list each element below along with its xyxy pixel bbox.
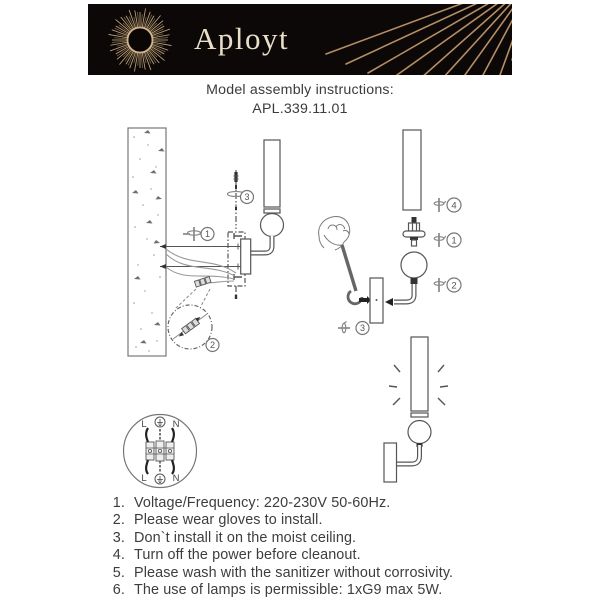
screw-icon-step1 [434, 233, 446, 247]
wires [166, 249, 236, 283]
svg-text:1: 1 [451, 235, 457, 247]
svg-text:3: 3 [359, 323, 366, 334]
rotate-icon-step1 [183, 227, 203, 241]
label-neutral-bottom: N [172, 473, 180, 484]
wall-bracket [241, 239, 251, 274]
svg-text:4: 4 [451, 200, 457, 212]
model-number: APL.339.11.01 [252, 100, 348, 117]
instruction-sheet [88, 0, 512, 600]
list-item [108, 530, 512, 547]
item-number: 2. [112, 512, 125, 529]
screw-icon-step2 [434, 278, 446, 292]
brand-logo-text: Aployt [194, 21, 290, 56]
page-title: Model assembly instructions: [206, 82, 394, 98]
step-label-4 [447, 198, 461, 212]
step-label-1 [201, 228, 214, 241]
svg-text:2: 2 [209, 340, 216, 351]
list-item [108, 512, 512, 529]
step-label-1-right [447, 233, 461, 247]
instruction-list [88, 495, 512, 599]
wrench-icon [342, 245, 362, 304]
label-live-bottom: L [141, 473, 147, 484]
svg-text:2: 2 [451, 280, 457, 292]
item-text: Please wear gloves to install. [134, 512, 323, 529]
item-text: Please wash with the sanitizer without corrosivity. [134, 564, 454, 581]
label-neutral-top: N [172, 419, 180, 430]
step-label-2-right [447, 278, 461, 292]
item-number: 4. [112, 547, 125, 564]
item-number: 3. [112, 529, 125, 546]
step-label-3 [241, 191, 254, 204]
ground-icon-top [155, 417, 165, 427]
item-number: 1. [112, 495, 125, 511]
item-text: Voltage/Frequency: 220-230V 50-60Hz. [134, 495, 391, 511]
wiring-diagram [124, 415, 197, 488]
lamp-tube-exploded [403, 130, 421, 210]
wall-section [128, 128, 166, 356]
sunburst-logo-icon [108, 8, 171, 71]
list-item [108, 495, 512, 512]
label-live-top: L [141, 419, 147, 430]
wrench-installation-view [319, 216, 383, 334]
lamp-ball-joint [261, 214, 284, 237]
lamp-tube-final [411, 337, 428, 411]
bracket-final [384, 443, 397, 482]
item-number: 6. [112, 582, 125, 599]
fan-rays-icon [326, 4, 512, 75]
list-item [108, 565, 512, 582]
step-label-3-middle [356, 322, 369, 335]
ball-joint-final [408, 421, 431, 444]
list-item [108, 582, 512, 599]
screw-icon-step4 [434, 198, 446, 212]
ground-icon-bottom [155, 474, 165, 484]
wire-connector [194, 277, 211, 287]
set-screw-vertical [228, 170, 250, 299]
header-decor [88, 4, 512, 75]
lamp-holder [403, 217, 425, 246]
assembled-lamp-view [384, 337, 448, 482]
title-block [88, 81, 512, 118]
svg-text:3: 3 [244, 192, 250, 203]
item-text: The use of lamps is permissible: 1xG9 max 5W. [134, 582, 443, 599]
assembly-diagram [88, 115, 512, 500]
svg-text:1: 1 [204, 229, 211, 240]
item-text: Turn off the power before cleanout. [134, 547, 361, 564]
header-banner [88, 4, 512, 75]
exploded-view [385, 130, 461, 306]
left-assembly-view [160, 140, 284, 352]
ball-joint-exploded [401, 252, 427, 278]
screw-icon-step3 [338, 322, 350, 333]
lamp-tube [264, 140, 280, 207]
connector-detail-view [168, 305, 212, 349]
item-number: 5. [112, 564, 125, 581]
item-text: Don`t install it on the moist ceiling. [134, 529, 357, 546]
list-item [108, 547, 512, 564]
step-label-2 [206, 339, 219, 352]
